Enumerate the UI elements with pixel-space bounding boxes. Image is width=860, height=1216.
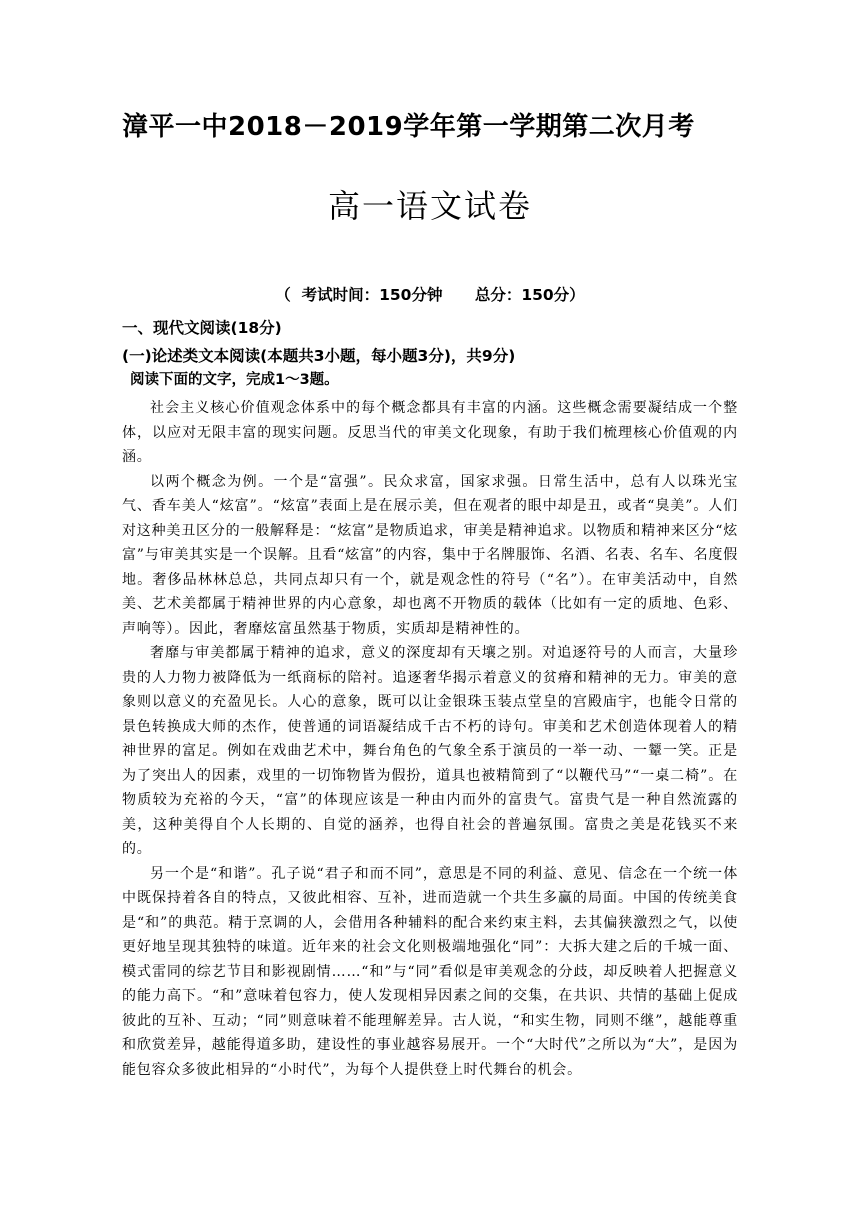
- reading-passage: [122, 396, 738, 1082]
- passage-paragraph-4: 另一个是“和谐”。孔子说“君子和而不同”，意思是不同的利益、意见、信念在一个统一体中既保持着各自的特点，又彼此相容、互补，进而造就一个共生多赢的局面。中国的传统美食是“和”的典范。精于烹调的人，会借用各种辅料的配合来约束主料，去其偏狭激烈之气，以使更好地呈现其独特的味道。近年来的社会文化则极端地强化“同”：大拆大建之后的千城一面、模式雷同的综艺节目和影视剧情……“和”与“同”看似是审美观念的分歧，却反映着人把握意义的能力高下。“和”意味着包容力，使人发现相异因素之间的交集，在共识、共情的基础上促成彼此的互补、互动；“同”则意味着不能理解差异。古人说，“和实生物，同则不继”，越能尊重和欣赏差异，越能得道多助，建设性的事业越容易展开。一个“大时代”之所以为“大”，是因为能包容众多彼此相异的“小时代”，为每个人提供登上时代舞台的机会。: [122, 865, 738, 1078]
- school-exam-title: 漳平一中2018－2019学年第一学期第二次月考: [122, 112, 695, 142]
- subsection-one-heading: (一)论述类文本阅读(本题共3小题，每小题3分)，共9分): [122, 347, 516, 365]
- passage-paragraph-3: 奢靡与审美都属于精神的追求，意义的深度却有天壤之别。对追逐符号的人而言，大量珍贵的人力物力被降低为一纸商标的陪衬。追逐奢华揭示着意义的贫瘠和精神的无力。审美的意象则以意义的充盈见长。人心的意象，既可以让金银珠玉装点堂皇的宫殿庙宇，也能令日常的景色转换成大师的杰作，使普通的词语凝结成千古不朽的诗句。审美和艺术创造体现着人的精神世界的富足。例如在戏曲艺术中，舞台角色的气象全系于演员的一举一动、一颦一笑。正是为了突出人的因素，戏里的一切饰物皆为假扮，道具也被精简到了“以鞭代马”“一桌二椅”。在物质较为充裕的今天，“富”的体现应该是一种由内而外的富贵气。富贵气是一种自然流露的美，这种美得自个人长期的、自觉的涵养，也得自社会的普遍氛围。富贵之美是花钱买不来的。: [122, 645, 738, 857]
- reading-instruction: 阅读下面的文字，完成1～3题。: [130, 372, 339, 388]
- exam-time-and-score: （ 考试时间：150分钟 总分：150分）: [275, 286, 585, 304]
- passage-paragraph-1: 社会主义核心价值观念体系中的每个概念都具有丰富的内涵。这些概念需要凝结成一个整体，以应对无限丰富的现实问题。反思当代的审美文化现象，有助于我们梳理核心价值观的内涵。: [122, 400, 738, 465]
- passage-paragraph-2: 以两个概念为例。一个是“富强”。民众求富，国家求强。日常生活中，总有人以珠光宝气、香车美人“炫富”。“炫富”表面上是在展示美，但在观者的眼中却是丑，或者“臭美”。人们对这种美丑区分的一般解释是：“炫富”是物质追求，审美是精神追求。以物质和精神来区分“炫富”与审美其实是一个误解。且看“炫富”的内容，集中于名牌服饰、名酒、名表、名车、名度假地。奢侈品林林总总，共同点却只有一个，就是观念性的符号（“名”）。在审美活动中，自然美、艺术美都属于精神世界的内心意象，却也离不开物质的载体（比如有一定的质地、色彩、声响等）。因此，奢靡炫富虽然基于物质，实质却是精神性的。: [122, 473, 738, 637]
- exam-subject-title: 高一语文试卷: [327, 187, 532, 225]
- section-one-heading: 一、现代文阅读(18分): [122, 319, 282, 337]
